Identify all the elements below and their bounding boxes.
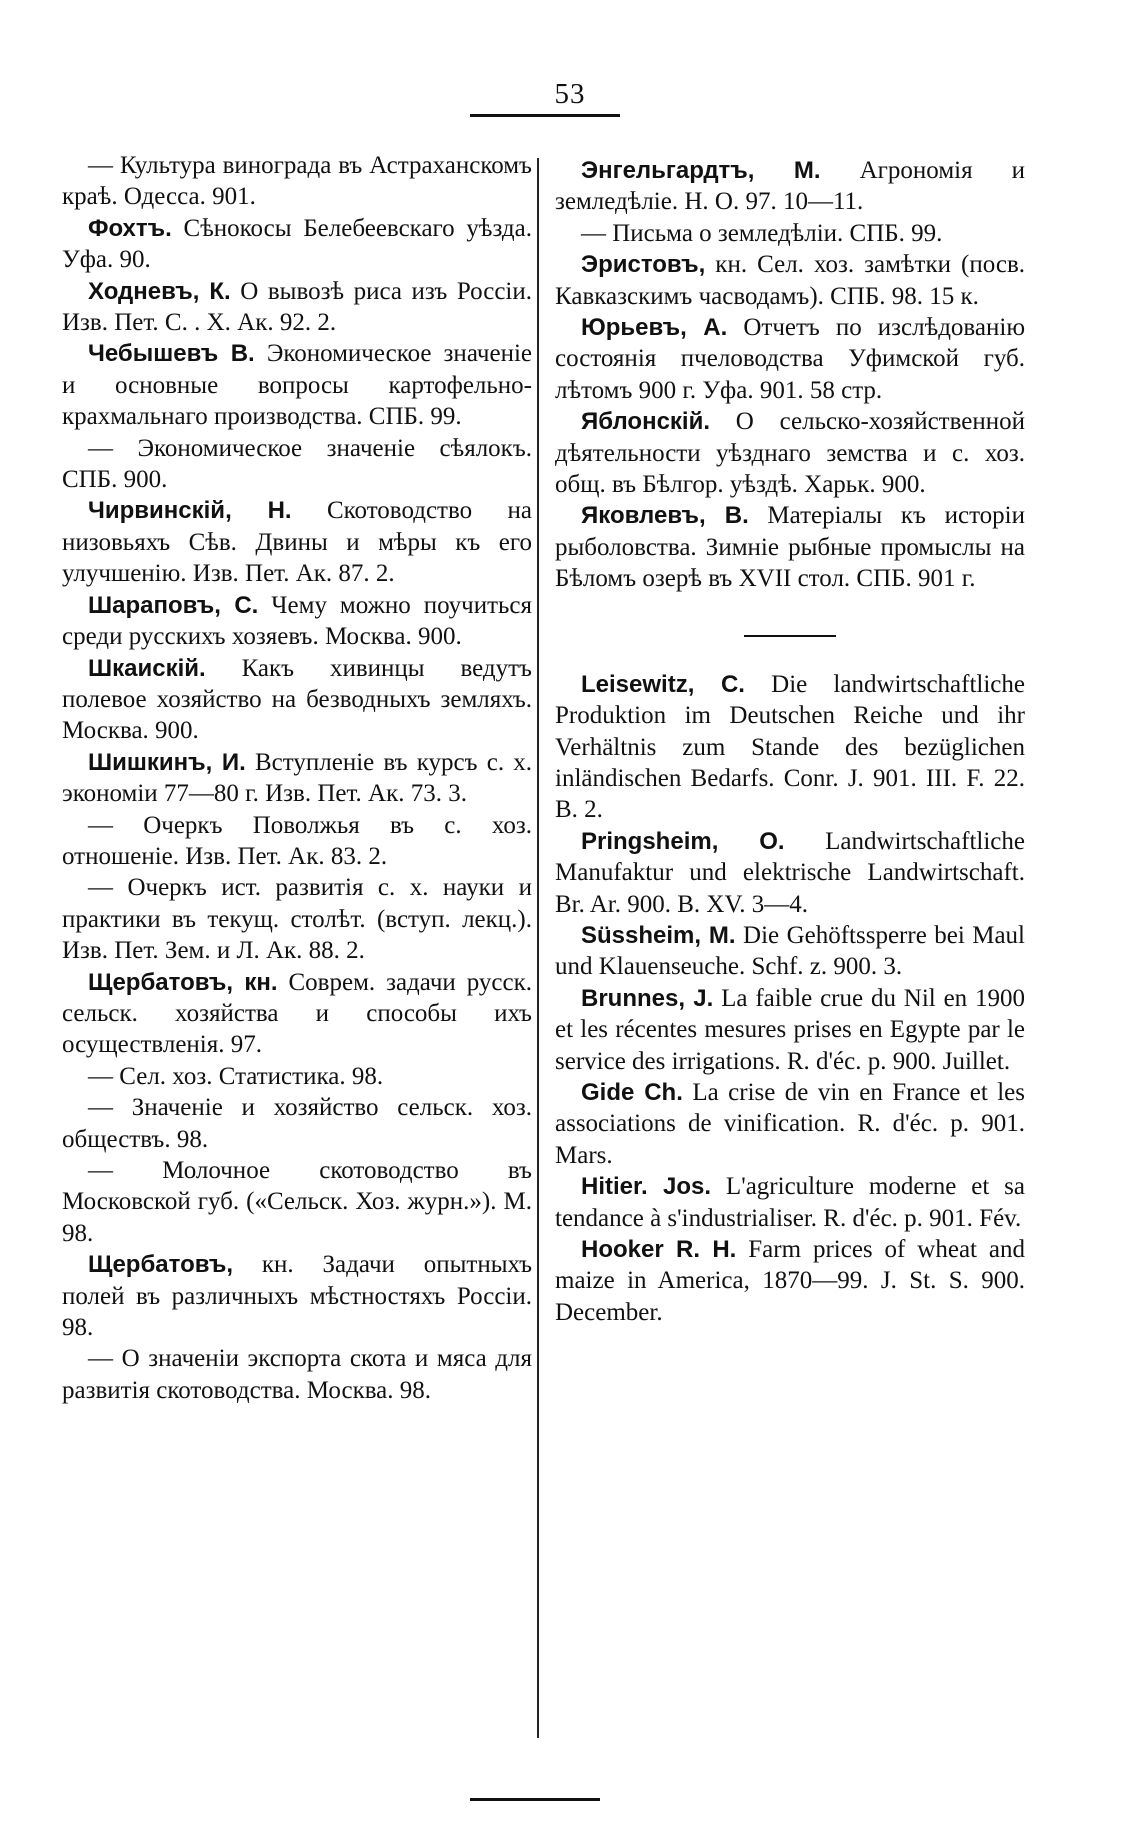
entry-text: кн. Задачи опытныхъ полей въ различныхъ мѣстностяхъ Россіи. 98. (62, 1251, 532, 1342)
entry-text: О сельско-хозяйственной дѣятельности уѣзднаго земства и с. хоз. общ. въ Бѣлгор. уѣздѣ. Харьк. 900. (555, 408, 1025, 499)
entry-text: Сѣнокосы Белебеевскаго уѣзда. Уфа. 90. (62, 214, 532, 274)
entry-text: О вывозѣ риса изъ Россіи. Изв. Пет. С. . Х. Ак. 92. 2. (62, 277, 532, 337)
bibliography-entry (555, 155, 1025, 218)
bibliography-entry (62, 338, 532, 432)
entry-author: Шараповъ, С. (88, 591, 259, 619)
entry-author: Чирвинскій, Н. (88, 497, 292, 525)
entry-text: Скотоводство на низовьяхъ Сѣв. Двины и мѣры къ его улучшенію. Изв. Пет. Ак. 87. 2. (62, 497, 532, 588)
entry-author: Pringsheim, O. (581, 827, 785, 855)
entry-text: — О значеніи экспорта скота и мяса для развитія скотоводства. Москва. 98. (62, 1345, 532, 1404)
bibliography-entry (555, 312, 1025, 406)
entry-text: — Экономическое значеніе сѣялокъ. СПБ. 900. (62, 434, 532, 494)
column-divider (537, 158, 539, 1738)
entry-text: — Сел. хоз. Статистика. 98. (88, 1062, 384, 1090)
entry-author: Юрьевъ, А. (581, 314, 728, 342)
entry-author: Süssheim, M. (581, 921, 736, 949)
entry-author: Фохтъ. (88, 214, 172, 242)
russian-entries (555, 155, 1025, 595)
entry-text: Соврем. задачи русск. сельск. хозяйства и способы ихъ осуществленія. 97. (62, 968, 532, 1059)
section-separator (744, 635, 836, 637)
entry-author: Ходневъ, К. (88, 277, 231, 305)
entry-text: Отчетъ по изслѣдованію состоянія пчеловодства Уфимской губ. лѣтомъ 900 г. Уфа. 901. 58 стр. (555, 314, 1025, 404)
entry-text: Landwirtschaftliche Manufaktur und elektrische Landwirtschaft. Br. Ar. 900. B. XV. 3—4. (555, 827, 1026, 918)
entry-text: Матеріалы къ исторіи рыболовства. Зимніе рыбные промыслы на Бѣломъ озерѣ въ XVII стол. СПБ. 901 г. (555, 502, 1026, 593)
entry-author: Щербатовъ, (88, 1251, 234, 1279)
bibliography-entry (62, 872, 532, 966)
page-number: 53 (554, 78, 586, 110)
bibliography-entry (555, 920, 1025, 983)
bibliography-entry (62, 495, 532, 589)
bibliography-entry (62, 590, 532, 653)
right-column (555, 155, 1025, 1328)
bibliography-entry (62, 1249, 532, 1343)
bibliography-entry (62, 747, 532, 810)
bibliography-entry (62, 1343, 532, 1406)
bibliography-entry (555, 983, 1025, 1077)
entry-text: — Культура винограда въ Астраханскомъ краѣ. Одесса. 901. (62, 152, 532, 211)
entry-text: Die Gehöftssperre bei Maul und Klauenseuche. Schf. z. 900. 3. (555, 921, 1025, 981)
entry-text: La crise de vin en France et les associations de vinification. R. d'éc. p. 901. Mars. (555, 1078, 1026, 1169)
bibliography-entry (555, 669, 1025, 826)
bibliography-entry (555, 1171, 1025, 1234)
entry-author: Энгельгардтъ, М. (581, 157, 821, 184)
entry-author: Щербатовъ, кн. (88, 968, 278, 996)
entry-author: Leisewitz, C. (581, 670, 745, 698)
bibliography-entry (62, 1155, 532, 1249)
entry-text: — Очеркъ Поволжья въ с. хоз. отношеніе. Изв. Пет. Ак. 83. 2. (62, 811, 532, 870)
entry-author: Brunnes, J. (581, 984, 714, 1012)
bibliography-entry (555, 249, 1025, 312)
bibliography-entry (555, 500, 1025, 594)
entry-text: Какъ хивинцы ведутъ полевое хозяйство на безводныхъ земляхъ. Москва. 900. (62, 654, 532, 745)
entry-text: Die landwirtschaftliche Produktion im Deutschen Reiche und ihr Verhältnis zum Stande des bezüglichen inländischen Bedarfs. Conr. J. 901. III. F. 22. B. 2. (555, 670, 1025, 824)
entry-text: Агрономія и земледѣліе. Н. О. 97. 10—11. (555, 157, 1025, 216)
bibliography-entry (555, 218, 1025, 249)
bibliography-entry (62, 653, 532, 747)
bibliography-entry (62, 1092, 532, 1155)
bibliography-entry (62, 150, 532, 213)
bibliography-entry (555, 826, 1025, 920)
entry-text: Экономическое значеніе и основные вопросы картофельно-крахмальнаго производства. СПБ. 99. (62, 340, 532, 431)
entry-text: — Молочное скотоводство въ Московской губ. («Сельск. Хоз. журн.»). М. 98. (62, 1157, 532, 1247)
entry-text: L'agriculture moderne et sa tendance à s'industrialiser. R. d'éc. p. 901. Fév. (555, 1173, 1025, 1232)
entry-text: кн. Сел. хоз. замѣтки (посв. Кавказскимъ часводамъ). СПБ. 98. 15 к. (555, 251, 1025, 310)
entry-text: Farm prices of wheat and maize in America, 1870—99. J. St. S. 900. December. (555, 1236, 1026, 1326)
entry-author: Hitier. Jos. (581, 1173, 712, 1201)
foreign-entries (555, 669, 1025, 1329)
bibliography-entry (555, 406, 1025, 500)
bibliography-entry (62, 810, 532, 873)
entry-author: Чебышевъ В. (88, 340, 255, 368)
bibliography-entry (62, 213, 532, 276)
entry-author: Hooker R. H. (581, 1236, 737, 1263)
bibliography-entry (62, 433, 532, 496)
entry-author: Шкаискій. (88, 654, 206, 682)
footer-rule (470, 1798, 600, 1801)
entry-author: Эристовъ, (581, 251, 706, 279)
header-rule (470, 114, 620, 117)
bibliography-entry (62, 276, 532, 339)
bibliography-entry (555, 1077, 1025, 1171)
entry-text: Чему можно поучиться среди русскихъ хозяевъ. Москва. 900. (62, 591, 532, 651)
entry-text: La faible crue du Nil en 1900 et les récentes mesures prises en Egypte par le service des irrigations. R. d'éc. p. 900. Juillet. (555, 984, 1025, 1075)
entry-author: Gide Ch. (581, 1078, 683, 1106)
entry-author: Яблонскій. (581, 408, 711, 436)
bibliography-entry (62, 1061, 532, 1092)
bibliography-entry (62, 967, 532, 1061)
entry-text: — Письма о земледѣліи. СПБ. 99. (581, 219, 943, 247)
bibliography-entry (555, 1234, 1025, 1328)
entry-author: Шишкинъ, И. (88, 748, 246, 776)
entry-text: Вступленіе въ курсъ с. х. экономіи 77—80 г. Изв. Пет. Ак. 73. 3. (62, 748, 532, 808)
entry-text: — Очеркъ ист. развитія с. х. науки и практики въ текущ. столѣт. (вступ. лекц.). Изв. Пет. Зем. и Л. Ак. 88. 2. (62, 874, 532, 965)
entry-author: Яковлевъ, В. (581, 502, 749, 530)
left-column (62, 150, 532, 1406)
entry-text: — Значеніе и хозяйство сельск. хоз. обществъ. 98. (62, 1094, 532, 1153)
